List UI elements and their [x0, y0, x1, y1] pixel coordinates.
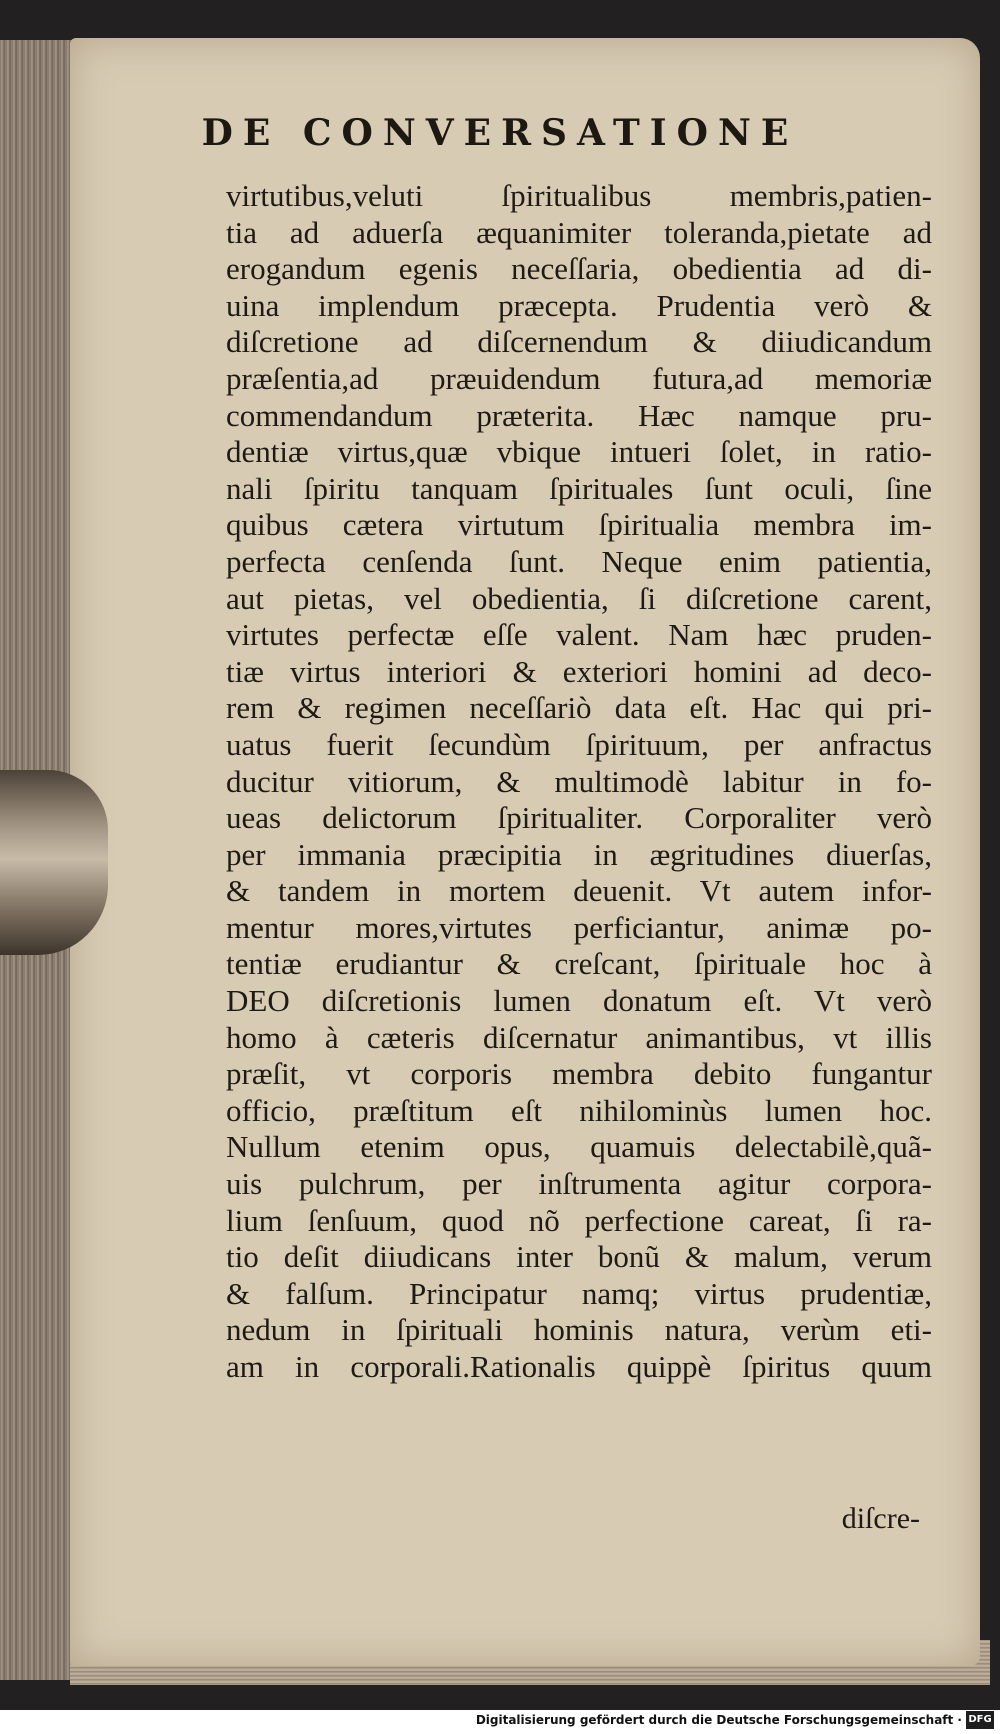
text-line: tiæ virtus interiori & exteriori homini ad deco- — [226, 653, 932, 689]
text-line: virtutibus,veluti ſpiritualibus membris,patien- — [226, 178, 932, 213]
text-line: officio, præſtitum eſt nihilominùs lumen hoc. — [226, 1092, 932, 1128]
text-line: ducitur vitiorum, & multimodè labitur in fo- — [226, 763, 932, 799]
text-line: virtutes perfectæ eſſe valent. Nam hæc pruden- — [226, 617, 932, 653]
text-line: erogandum egenis neceſſaria, obedientia ad di- — [226, 251, 932, 287]
text-line: diſcretione ad diſcernendum & diiudicandum — [226, 324, 932, 360]
text-line: DEO diſcretionis lumen donatum eſt. Vt verò — [226, 983, 932, 1019]
text-line: per immania præcipitia in ægritudines diuerſas, — [226, 836, 932, 872]
text-line: lium ſenſuum, quod nõ perfectione careat, ſi ra- — [226, 1202, 932, 1238]
digitization-credit: Digitalisierung gefördert durch die Deutsche Forschungsgemeinschaft · — [475, 1713, 962, 1727]
text-line: uina implendum præcepta. Prudentia verò & — [226, 287, 932, 323]
text-line: homo à cæteris diſcernatur animantibus, vt illis — [226, 1019, 932, 1055]
text-line: mentur mores,virtutes perficiantur, animæ po- — [226, 909, 932, 945]
text-line: & tandem in mortem deuenit. Vt autem infor- — [226, 873, 932, 909]
text-line: tentiæ erudiantur & creſcant, ſpirituale hoc à — [226, 946, 932, 982]
text-line: tia ad aduerſa æquanimiter toleranda,pietate ad — [226, 214, 932, 250]
page-clip — [0, 770, 108, 955]
text-line: quibus cætera virtutum ſpiritualia membra im- — [226, 507, 932, 543]
body-text — [226, 178, 932, 1386]
text-line: commendandum præterita. Hæc namque pru- — [226, 397, 932, 433]
text-line: tio deſit diiudicans inter bonũ & malum, verum — [226, 1239, 932, 1275]
text-line: nedum in ſpirituali hominis natura, verùm eti- — [226, 1312, 932, 1348]
catchword: diſcre- — [841, 1502, 920, 1535]
dfg-logo: DFG — [966, 1711, 994, 1729]
text-line: aut pietas, vel obedientia, ſi diſcretione carent, — [226, 580, 932, 616]
text-line: nali ſpiritu tanquam ſpirituales ſunt oculi, ſine — [226, 470, 932, 506]
text-line: am in corporali.Rationalis quippè ſpiritus quum — [226, 1349, 932, 1384]
text-line: ueas delictorum ſpiritualiter. Corporaliter verò — [226, 800, 932, 836]
text-line: Nullum etenim opus, quamuis delectabilè,quã- — [226, 1129, 932, 1165]
text-line: præſentia,ad præuidendum futura,ad memoriæ — [226, 360, 932, 396]
text-line: uatus fuerit ſecundùm ſpirituum, per anfractus — [226, 726, 932, 762]
text-line: rem & regimen neceſſariò data eſt. Hac qui pri- — [226, 690, 932, 726]
text-line: uis pulchrum, per inſtrumenta agitur corpora- — [226, 1166, 932, 1202]
running-head: DE CONVERSATIONE — [201, 112, 799, 154]
text-line: perfecta cenſenda ſunt. Neque enim patientia, — [226, 543, 932, 579]
text-line: & falſum. Principatur namq; virtus prudentiæ, — [226, 1275, 932, 1311]
text-line: præſit, vt corporis membra debito fungantur — [226, 1056, 932, 1092]
text-line: dentiæ virtus,quæ vbique intueri ſolet, in ratio- — [226, 434, 932, 470]
